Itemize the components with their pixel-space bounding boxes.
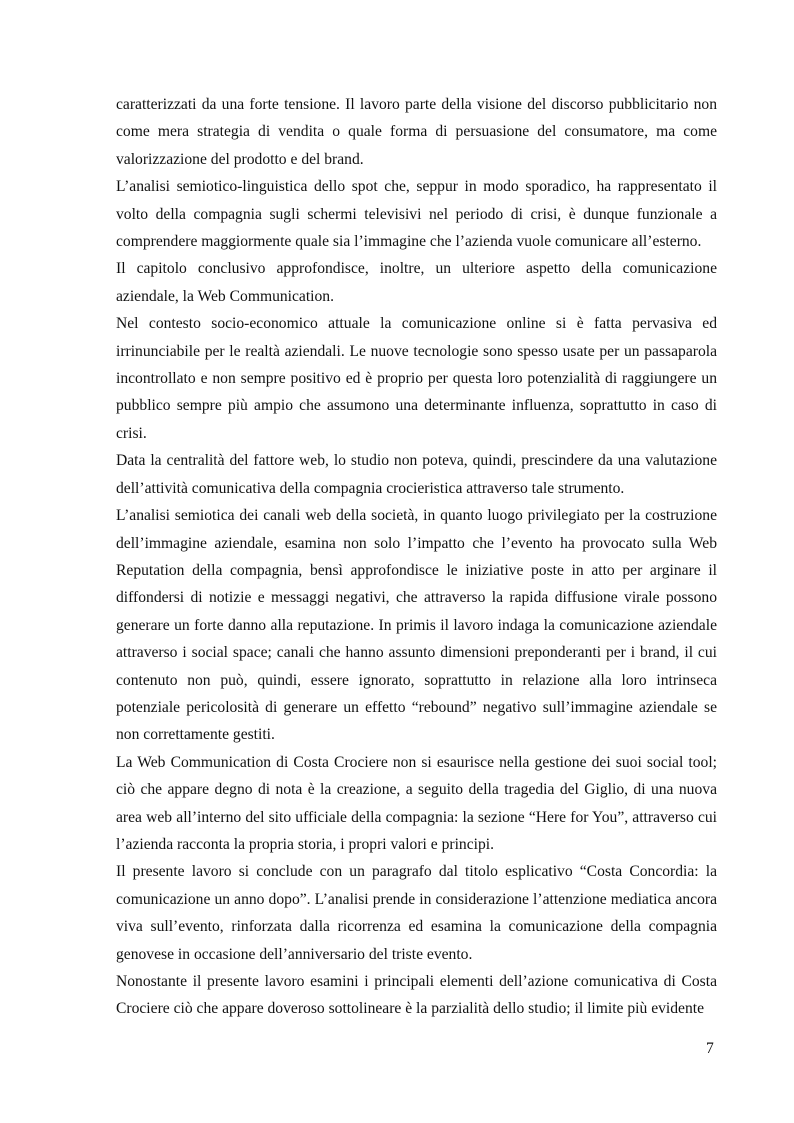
paragraph: Il capitolo conclusivo approfondisce, inoltre, un ulteriore aspetto della comunicazione aziendale, la Web Communication. [116,260,717,305]
paragraph: Il presente lavoro si conclude con un paragrafo dal titolo esplicativo “Costa Concordia: la comunicazione un anno dopo”. L’analisi prende in considerazione l’attenzione mediatica ancora viva sull’evento, rinforzata dalla ricorrenza ed esamina la comunicazione della compagnia genovese in occasione dell’anniversario del triste evento. [116,863,717,963]
body-text [116,91,717,1023]
paragraph: Data la centralità del fattore web, lo studio non poteva, quindi, prescindere da una valutazione dell’attività comunicativa della compagnia crocieristica attraverso tale strumento. [116,452,717,497]
paragraph: Nel contesto socio-economico attuale la comunicazione online si è fatta pervasiva ed irrinunciabile per le realtà aziendali. Le nuove tecnologie sono spesso usate per un passaparola incontrollato e non sempre positivo ed è proprio per questa loro potenzialità di raggiungere un pubblico sempre più ampio che assumono una determinante influenza, soprattutto in caso di crisi. [116,315,717,442]
paragraph: La Web Communication di Costa Crociere non si esaurisce nella gestione dei suoi social tool; ciò che appare degno di nota è la creazione, a seguito della tragedia del Giglio, di una nuova area web all’interno del sito ufficiale della compagnia: la sezione “Here for You”, attraverso cui l’azienda racconta la propria storia, i propri valori e principi. [116,753,717,853]
page-number: 7 [706,1040,714,1057]
paragraph: L’analisi semiotica dei canali web della società, in quanto luogo privilegiato per la costruzione dell’immagine aziendale, esamina non solo l’impatto che l’evento ha provocato sulla Web Reputation della compagnia, bensì approfondisce le iniziative poste in atto per arginare il diffondersi di notizie e messaggi negativi, che attraverso la rapida diffusione virale possono generare un forte danno alla reputazione. In primis il lavoro indaga la comunicazione aziendale attraverso i social space; canali che hanno assunto dimensioni preponderanti per i brand, il cui contenuto non può, quindi, essere ignorato, soprattutto in relazione alla loro intrinseca potenziale pericolosità di generare un effetto “rebound” negativo sull’immagine aziendale se non correttamente gestiti. [116,507,717,744]
paragraph: Nonostante il presente lavoro esamini i principali elementi dell’azione comunicativa di Costa Crociere ciò che appare doveroso sottolineare è la parzialità dello studio; il limite più evidente [116,973,717,1018]
paragraph: L’analisi semiotico-linguistica dello spot che, seppur in modo sporadico, ha rappresentato il volto della compagnia sugli schermi televisivi nel periodo di crisi, è dunque funzionale a comprendere maggiormente quale sia l’immagine che l’azienda vuole comunicare all’esterno. [116,178,717,251]
paragraph: caratterizzati da una forte tensione. Il lavoro parte della visione del discorso pubblicitario non come mera strategia di vendita o quale forma di persuasione del consumatore, ma come valorizzazione del prodotto e del brand. [116,96,717,168]
